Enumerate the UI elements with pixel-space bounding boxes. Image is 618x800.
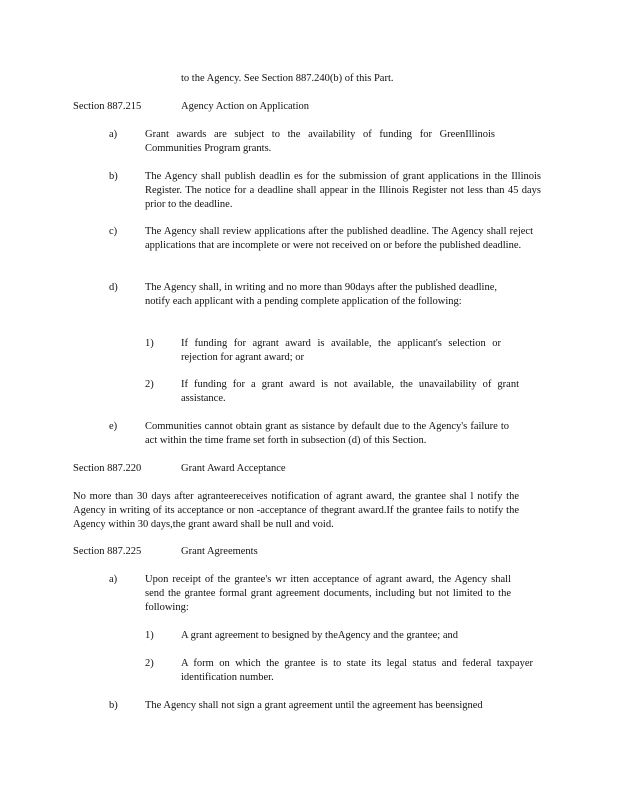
section-title: Grant Agreements [181,546,258,557]
item-letter: d) [109,282,118,293]
item-text: The Agency shall, in writing and no more than 90days after the published deadline, notify each applicant with a pending complete application of the following: [145,282,497,307]
item-letter: a) [109,574,118,585]
section-title: Grant Award Acceptance [181,463,286,474]
section-number: Section 887.220 [73,463,142,474]
subitem-number: 1) [145,630,154,641]
subitem-number: 2) [145,379,154,390]
item-letter: a) [109,129,118,140]
subitem-text: If funding for agrant award is available, the applicant's selection or rejection for agrant award; or [181,338,501,363]
item-text: The Agency shall not sign a grant agreement until the agreement has beensigned [145,700,483,711]
section-title: Agency Action on Application [181,101,310,112]
section-body: No more than 30 days after agranteereceives notification of agrant award, the grantee shal l notify the Agency in writing of its acceptance or non -acceptance of thegrant award.If the grantee fails to notify the Agency within 30 days,the grant award shall be null and void. [73,491,519,530]
subitem-text: If funding for a grant award is not available, the unavailability of grant assistance. [181,379,519,404]
item-text: The Agency shall publish deadlin es for the submission of grant applications in the Illinois Register. The notice for a deadline shall appear in the Illinois Register not less than 45 days prior to the deadline. [145,171,541,210]
item-letter: c) [109,226,118,237]
item-letter: e) [109,421,118,432]
item-text: The Agency shall review applications after the published deadline. The Agency shall reject applications that are incomplete or were not received on or before the published deadline. [145,226,533,251]
item-text: Grant awards are subject to the availability of funding for GreenIllinois Communities Program grants. [145,129,495,154]
subitem-number: 2) [145,658,154,669]
item-letter: b) [109,171,118,182]
subitem-text: A grant agreement to besigned by theAgency and the grantee; and [181,630,458,641]
item-text: Communities cannot obtain grant as sistance by default due to the Agency's failure to act within the time frame set forth in subsection (d) of this Section. [145,421,509,446]
section-number: Section 887.215 [73,101,142,112]
section-number: Section 887.225 [73,546,142,557]
item-text: Upon receipt of the grantee's wr itten acceptance of agrant award, the Agency shall send the grantee formal grant agreement documents, including but not limited to the following: [145,574,511,613]
item-letter: b) [109,700,118,711]
continuation-text: to the Agency. See Section 887.240(b) of this Part. [181,73,394,84]
subitem-number: 1) [145,338,154,349]
subitem-text: A form on which the grantee is to state its legal status and federal taxpayer identification number. [181,658,533,683]
